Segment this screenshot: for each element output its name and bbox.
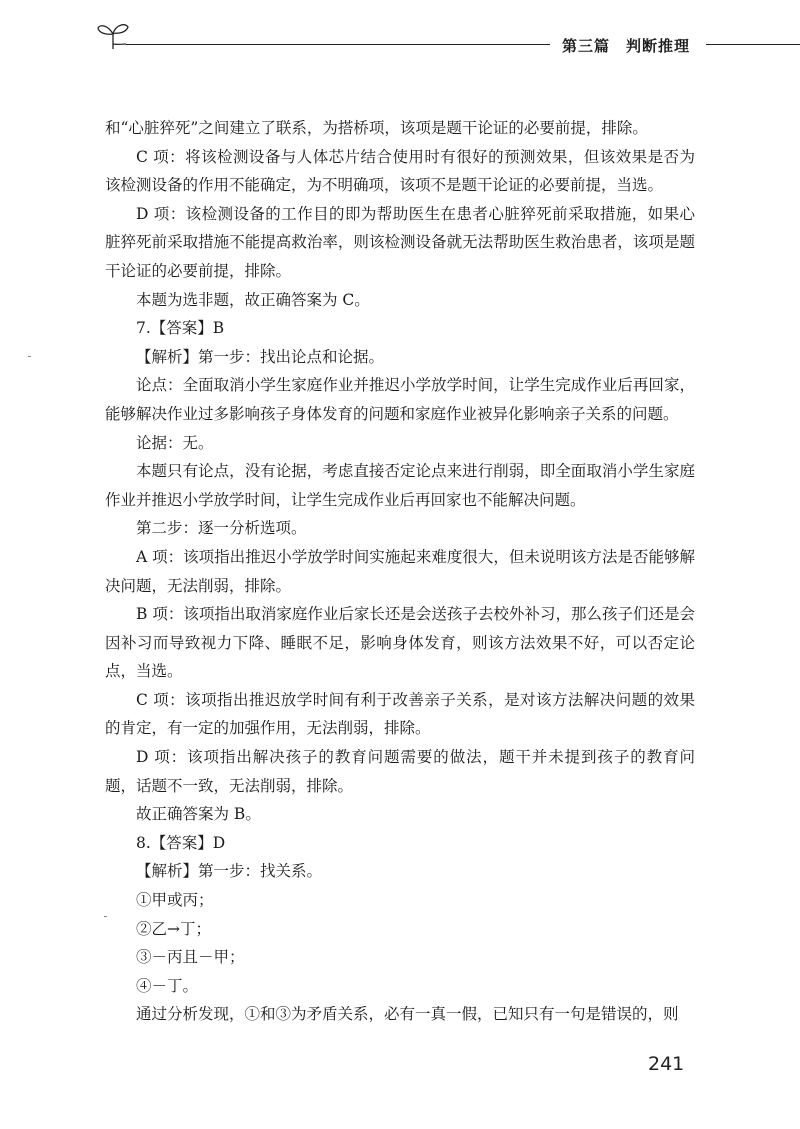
paragraph: C 项：该项指出推迟放学时间有利于改善亲子关系，是对该方法解决问题的效果的肯定，有一定的加强作用，无法削弱，排除。 bbox=[105, 690, 695, 738]
header-rule-left bbox=[126, 44, 550, 45]
paragraph: ④－丁。 bbox=[136, 976, 199, 995]
paragraph: 【解析】第一步：找关系。 bbox=[136, 862, 323, 881]
paragraph: 8.【答案】D bbox=[136, 833, 226, 852]
paragraph: B 项：该项指出取消家庭作业后家长还是会送孩子去校外补习，那么孩子们还是会因补习而导致视力下降、睡眠不足，影响身体发育，则该方法效果不好，可以否定论点，当选。 bbox=[105, 605, 695, 681]
running-header bbox=[0, 0, 800, 70]
paragraph: ②乙→丁； bbox=[136, 919, 211, 938]
paragraph: 【解析】第一步：找出论点和论据。 bbox=[136, 347, 385, 366]
sprout-icon bbox=[96, 20, 130, 50]
paragraph: 论据：无。 bbox=[136, 433, 214, 452]
paragraph: 本题为选非题，故正确答案为 C。 bbox=[136, 290, 370, 309]
paragraph: 本题只有论点，没有论据，考虑直接否定论点来进行削弱，即全面取消小学生家庭作业并推迟小学放学时间，让学生完成作业后再回家也不能解决问题。 bbox=[105, 462, 695, 509]
paragraph: 第二步：逐一分析选项。 bbox=[136, 519, 307, 538]
paragraph: 7.【答案】B bbox=[136, 319, 225, 338]
paragraph: C 项：将该检测设备与人体芯片结合使用时有很好的预测效果，但该效果是否为该检测设备的作用不能确定，为不明确项，该项不是题干论证的必要前提，当选。 bbox=[105, 147, 695, 195]
paragraph: ③－丙且－甲； bbox=[136, 948, 245, 967]
paragraph: D 项：该检测设备的工作目的即为帮助医生在患者心脏猝死前采取措施，如果心脏猝死前采取措施不能提高救治率，则该检测设备就无法帮助医生救治患者，该项是题干论证的必要前提，排除。 bbox=[105, 204, 695, 280]
paragraph: A 项：该项指出推迟小学放学时间实施起来难度很大，但未说明该方法是否能够解决问题，无法削弱，排除。 bbox=[105, 547, 695, 595]
paragraph: 故正确答案为 B。 bbox=[136, 805, 261, 824]
chapter-title: 第三篇 判断推理 bbox=[562, 37, 691, 55]
paragraph: 通过分析发现，①和③为矛盾关系，必有一真一假，已知只有一句是错误的，则 bbox=[136, 1005, 679, 1024]
page-number: 241 bbox=[648, 1053, 685, 1075]
paragraph: 和“心脏猝死”之间建立了联系，为搭桥项，该项是题干论证的必要前提，排除。 bbox=[105, 119, 648, 137]
body-text bbox=[105, 114, 695, 1029]
header-rule-right bbox=[706, 44, 800, 45]
paragraph: D 项：该项指出解决孩子的教育问题需要的做法，题干并未提到孩子的教育问题，话题不一致，无法削弱，排除。 bbox=[105, 748, 695, 795]
margin-mark bbox=[28, 356, 31, 357]
paragraph: ①甲或丙； bbox=[136, 891, 214, 910]
paragraph: 论点：全面取消小学生家庭作业并推迟小学放学时间，让学生完成作业后再回家，能够解决作业过多影响孩子身体发育的问题和家庭作业被异化影响亲子关系的问题。 bbox=[105, 376, 695, 423]
